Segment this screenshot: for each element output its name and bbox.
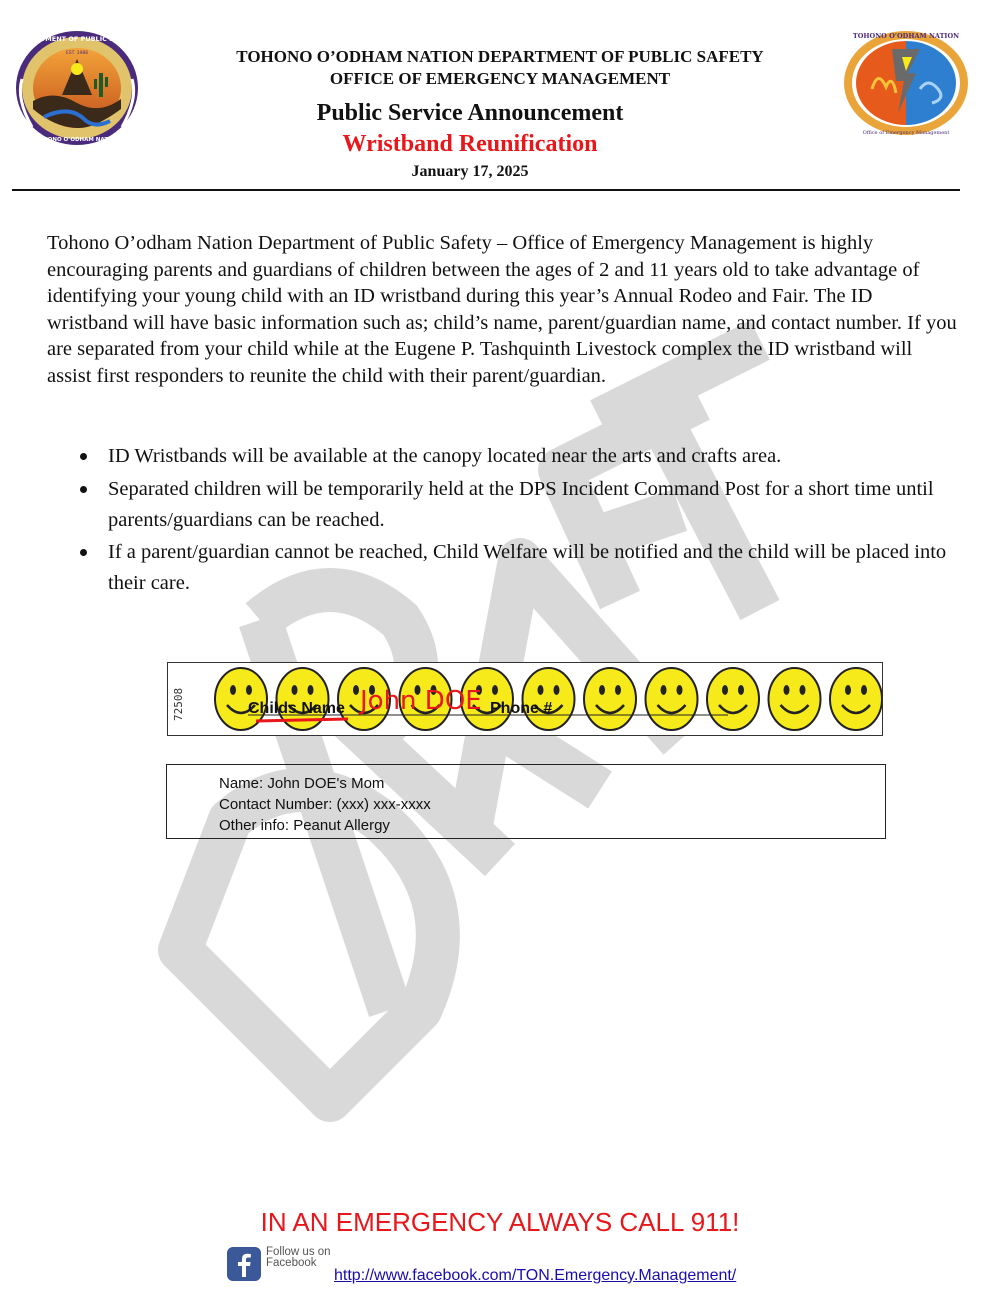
bullet-text: Separated children will be temporarily held at the DPS Incident Command Post for a short time until parents/guardians can be reached. — [108, 478, 934, 531]
header-office-line: OFFICE OF EMERGENCY MANAGEMENT — [329, 69, 671, 88]
wristband-info-box — [166, 764, 886, 839]
page-title: Public Service Announcement — [316, 100, 624, 126]
announcement-date: January 17, 2025 — [411, 163, 529, 180]
child-name-handwriting: John DOE — [360, 686, 482, 716]
info-other: Other info: Peanut Allergy — [219, 817, 390, 834]
left-seal-bottom-text: TOHONO O’ODHAM NATION — [34, 137, 120, 143]
bullet-item — [78, 474, 958, 536]
right-seal-text: TOHONO O’ODHAM NATION — [852, 32, 960, 40]
smiley-face-icon — [646, 668, 698, 730]
left-seal-text: DEPARTMENT OF PUBLIC SAFETY — [17, 35, 137, 43]
bullet-list — [78, 441, 958, 599]
bullet-item — [78, 537, 958, 599]
bullet-text: ID Wristbands will be available at the canopy located near the arts and crafts area. — [108, 445, 782, 467]
wristband-smileys — [168, 663, 883, 736]
facebook-follow-text: Follow us on Facebook — [266, 1246, 331, 1269]
smiley-face-icon — [523, 668, 575, 730]
smiley-face-icon — [707, 668, 759, 730]
page-subtitle: Wristband Reunification — [342, 131, 598, 157]
bullet-dot-icon — [80, 549, 87, 556]
bullet-text: If a parent/guardian cannot be reached, Child Welfare will be notified and the child will be placed into their care. — [108, 541, 947, 594]
header-divider — [12, 189, 960, 191]
facebook-link[interactable]: http://www.facebook.com/TON.Emergency.Management/ — [334, 1267, 737, 1284]
right-seal-bottom-text: Office of Emergency Management — [862, 130, 950, 136]
info-name: Name: John DOE's Mom — [219, 775, 385, 792]
phone-label: Phone # — [490, 700, 553, 717]
bullet-dot-icon — [80, 453, 87, 460]
info-contact-number: Contact Number: (xxx) xxx-xxxx — [219, 796, 431, 813]
wristband-serial: 72508 — [172, 687, 185, 721]
bullet-item — [78, 441, 958, 472]
wristband-image — [167, 662, 883, 736]
header-org-line: TOHONO O’ODHAM NATION DEPARTMENT OF PUBLIC SAFETY — [236, 47, 764, 66]
emergency-call-notice: IN AN EMERGENCY ALWAYS CALL 911! — [260, 1207, 740, 1237]
smiley-face-icon — [769, 668, 821, 730]
body-paragraph: Tohono O’odham Nation Department of Public Safety – Office of Emergency Management is highly encouraging parents and guardians of children between the ages of 2 and 11 years old to take advantage of identifying your young child with an ID wristband during this year’s Annual Rodeo and Fair. The ID wristband will have basic information such as; child’s name, parent/guardian name, and contact number. If you are separated from your child while at the Eugene P. Tashquinth Livestock complex the ID wristband will assist first responders to reunite the child with their parent/guardian. — [47, 232, 957, 387]
child-name-label: Childs Name — [248, 700, 345, 717]
bullet-dot-icon — [80, 486, 87, 493]
left-seal-est: EST. 1986 — [65, 51, 89, 56]
smiley-face-icon — [830, 668, 882, 730]
facebook-icon[interactable] — [227, 1247, 261, 1281]
smiley-face-icon — [584, 668, 636, 730]
